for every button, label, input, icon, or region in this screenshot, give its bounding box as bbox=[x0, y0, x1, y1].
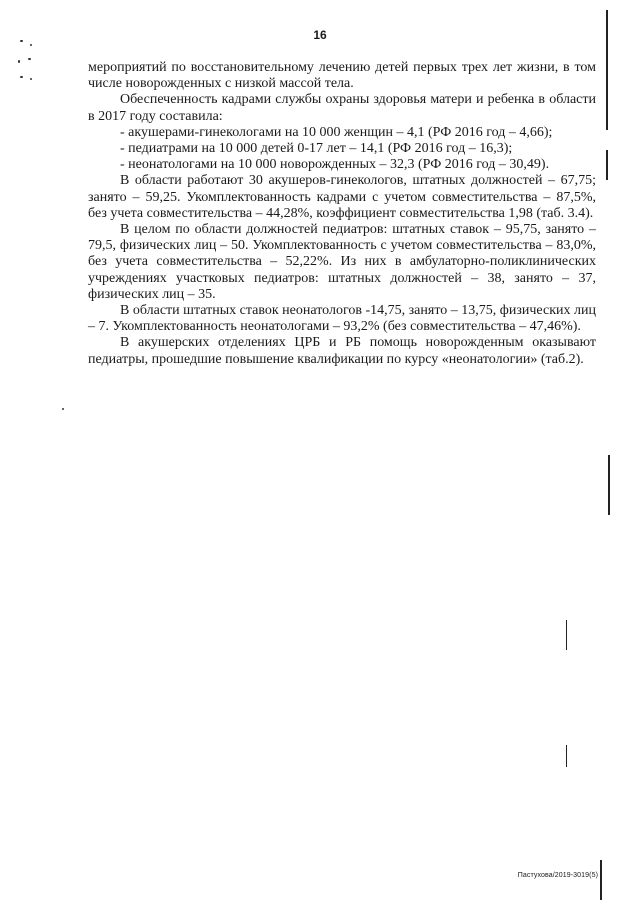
paragraph-continuation: мероприятий по восстановительному лечению детей первых трех лет жизни, в том числе новорожденных с низкой массой тела. bbox=[88, 60, 596, 92]
paragraph-newborn-care: В акушерских отделениях ЦРБ и РБ помощь новорожденным оказывают педиатры, прошедшие повышение квалификации по курсу «неонатологии» (таб.2). bbox=[88, 335, 596, 367]
paragraph-neonatologist-staff: В области штатных ставок неонатологов -14,75, занято – 13,75, физических лиц – 7. Укомплектованность неонатологами – 93,2% (без совместительства – 47,46%). bbox=[88, 303, 596, 335]
paragraph-staffing-intro: Обеспеченность кадрами службы охраны здоровья матери и ребенка в области в 2017 году составила: bbox=[88, 92, 596, 124]
scan-speck bbox=[30, 44, 32, 46]
scan-edge-line bbox=[566, 620, 567, 650]
scan-edge-line bbox=[608, 455, 610, 515]
paragraph-obstetrician-staff: В области работают 30 акушеров-гинекологов, штатных должностей – 67,75; занято – 59,25. Укомплектованность кадрами с учетом совместительства – 87,5%, без учета совместительства – 44,28%, коэффициент совместительства 1,98 (таб. 3.4). bbox=[88, 173, 596, 221]
scan-speck bbox=[18, 60, 20, 63]
scan-speck bbox=[20, 40, 23, 42]
scan-speck bbox=[30, 78, 32, 80]
list-item-neonatologists: - неонатологами на 10 000 новорожденных – 32,3 (РФ 2016 год – 30,49). bbox=[120, 157, 550, 173]
scan-edge-line bbox=[606, 10, 608, 130]
scan-speck bbox=[28, 58, 31, 60]
scan-speck bbox=[62, 408, 64, 410]
scan-speck bbox=[20, 76, 23, 78]
scan-edge-line bbox=[566, 745, 567, 767]
list-item-pediatricians: - педиатрами на 10 000 детей 0-17 лет – 14,1 (РФ 2016 год – 16,3); bbox=[120, 141, 513, 157]
list-item-obstetricians: - акушерами-гинекологами на 10 000 женщин – 4,1 (РФ 2016 год – 4,66); bbox=[120, 124, 553, 140]
scan-edge-line bbox=[600, 860, 602, 900]
paragraph-pediatrician-staff: В целом по области должностей педиатров: штатных ставок – 95,75, занято – 79,5, физических лиц – 50. Укомплектованность с учетом совместительства – 83,0%, без учета совместительства – 52,22%. Из них в амбулаторно-поликлинических учреждениях участковых педиатров: штатных должностей – 38, занято – 37, физических лиц – 35. bbox=[88, 222, 596, 302]
document-body bbox=[88, 60, 596, 368]
page-number: 16 bbox=[313, 28, 327, 42]
scan-edge-line bbox=[606, 150, 608, 180]
footer-code: Пастухова/2019-3019(5) bbox=[517, 872, 598, 879]
